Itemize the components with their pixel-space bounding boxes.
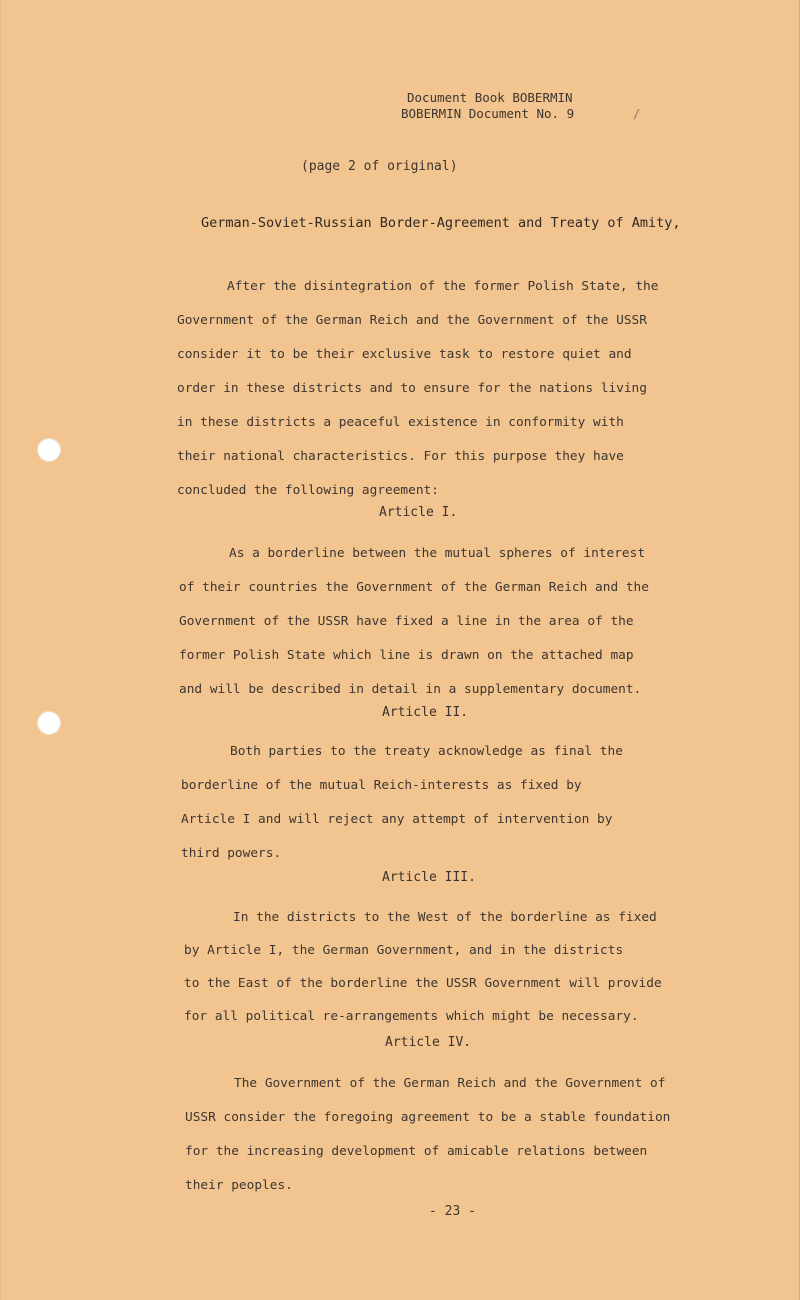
text-line: Government of the USSR have fixed a line in the area of the: [179, 614, 634, 629]
article-heading: Article I.: [379, 505, 458, 520]
text-line: borderline of the mutual Reich-interests as fixed by: [181, 778, 582, 793]
punch-hole: [37, 711, 61, 735]
text-line: As a borderline between the mutual spheres of interest: [229, 546, 646, 561]
article-paragraph: [185, 1067, 670, 1203]
original-page-reference: (page 2 of original): [301, 159, 458, 174]
text-line: of their countries the Government of the German Reich and the: [179, 580, 649, 595]
document-header: [401, 90, 574, 122]
text-line: former Polish State which line is drawn on the attached map: [179, 648, 634, 663]
text-line: After the disintegration of the former Polish State, the: [227, 279, 659, 294]
article-paragraph: [184, 901, 662, 1033]
text-line: for all political re-arrangements which might be necessary.: [184, 1009, 639, 1024]
text-line: for the increasing development of amicable relations between: [185, 1144, 648, 1159]
text-line: concluded the following agreement:: [177, 483, 439, 498]
document-book-reference: Document Book BOBERMIN: [407, 90, 573, 105]
document-number: BOBERMIN Document No. 9: [401, 106, 575, 121]
text-line: their peoples.: [185, 1178, 293, 1193]
margin-mark: /: [633, 107, 641, 121]
text-line: USSR consider the foregoing agreement to be a stable foundation: [185, 1110, 671, 1125]
text-line: The Government of the German Reich and the Government of: [234, 1076, 666, 1091]
text-line: Both parties to the treaty acknowledge as final the: [230, 744, 623, 759]
article-paragraph: [181, 735, 623, 871]
text-line: and will be described in detail in a supplementary document.: [179, 682, 642, 697]
text-line: third powers.: [181, 846, 282, 861]
text-line: by Article I, the German Government, and in the districts: [184, 943, 624, 958]
text-line: Government of the German Reich and the Government of the USSR: [177, 313, 647, 328]
text-line: In the districts to the West of the borderline as fixed: [233, 910, 657, 925]
preamble-paragraph: [177, 270, 658, 508]
article-paragraph: [179, 537, 649, 707]
article-heading: Article II.: [382, 705, 469, 720]
punch-hole: [37, 438, 61, 462]
page-number: - 23 -: [429, 1204, 476, 1219]
text-line: in these districts a peaceful existence in conformity with: [177, 415, 624, 430]
article-heading: Article III.: [382, 870, 476, 885]
article-heading: Article IV.: [385, 1035, 472, 1050]
text-line: Article I and will reject any attempt of intervention by: [181, 812, 613, 827]
text-line: to the East of the borderline the USSR Government will provide: [184, 976, 662, 991]
text-line: consider it to be their exclusive task to restore quiet and: [177, 347, 632, 362]
text-line: order in these districts and to ensure for the nations living: [177, 381, 647, 396]
text-line: their national characteristics. For this purpose they have: [177, 449, 624, 464]
document-title: German-Soviet-Russian Border-Agreement and Treaty of Amity,: [201, 215, 681, 231]
